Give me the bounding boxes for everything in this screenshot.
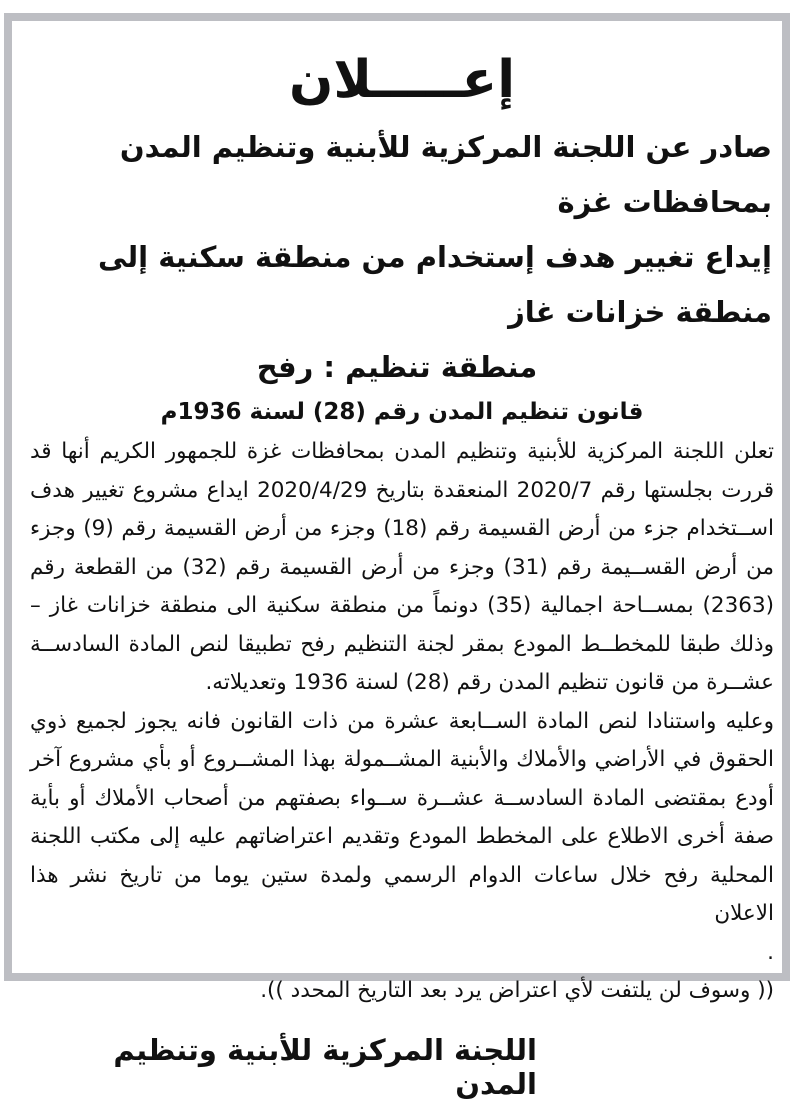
announcement-body bbox=[22, 433, 782, 1011]
subject-heading: إيداع تغيير هدف إستخدام من منطقة سكنية إلى منطقة خزانات غاز bbox=[97, 240, 772, 329]
law-reference: قانون تنظيم المدن رقم (28) لسنة 1936م bbox=[160, 399, 644, 425]
paragraph-notice: (( وسوف لن يلتفت لأي اعتراض يرد بعد التاريخ المحدد )). bbox=[260, 978, 774, 1003]
zone-heading: منطقة تنظيم : رفح bbox=[256, 350, 538, 384]
paragraph-period: . bbox=[767, 939, 774, 965]
paragraph-objections: وعليه واستنادا لنص المادة الســابعة عشرة من ذات القانون فانه يجوز لجميع ذوي الحقوق في الأراضي والأملاك والأبنية المشــمولة بهذا المشــروع أو بأي مشروع آخر أودع بمقتضى المادة السادســة عشــرة ســواء بصفتهم من أصحاب الأملاك أو بأية صفة أخرى الاطلاع على المخطط المودع وتقديم اعتراضاتهم عليه إلى مكتب اللجنة المحلية رفح خلال ساعات الدوام الرسمي ولمدة ستين يوما من تاريخ نشر هذا الاعلان bbox=[30, 708, 774, 926]
issuer-heading: صادر عن اللجنة المركزية للأبنية وتنظيم المدن بمحافظات غزة bbox=[119, 130, 772, 219]
announcement-title: إعـــــلان bbox=[288, 50, 516, 110]
announcement bbox=[22, 30, 782, 1101]
paragraph-decision: تعلن اللجنة المركزية للأبنية وتنظيم المدن بمحافظات غزة للجمهور الكريم أنها قد قررت بجلستها رقم 2020/7 المنعقدة بتاريخ 2020/4/29 ايداع مشروع تغيير هدف اســتخدام جزء من أرض القسيمة رقم (18) وجزء من أرض القسيمة رقم (9) وجزء من أرض القســيمة رقم (31) وجزء من أرض القسيمة رقم (32) من القطعة رقم (2363) بمســاحة اجمالية (35) دونماً من منطقة سكنية الى منطقة خزانات غاز – وذلك طبقا للمخطــط المودع بمقر لجنة التنظيم رفح تطبيقا لنص المادة السادســة عشــرة من قانون تنظيم المدن رقم (28) لسنة 1936 وتعديلاته. bbox=[30, 439, 775, 695]
signature: اللجنة المركزية للأبنية وتنظيم المدن bbox=[113, 1032, 537, 1101]
